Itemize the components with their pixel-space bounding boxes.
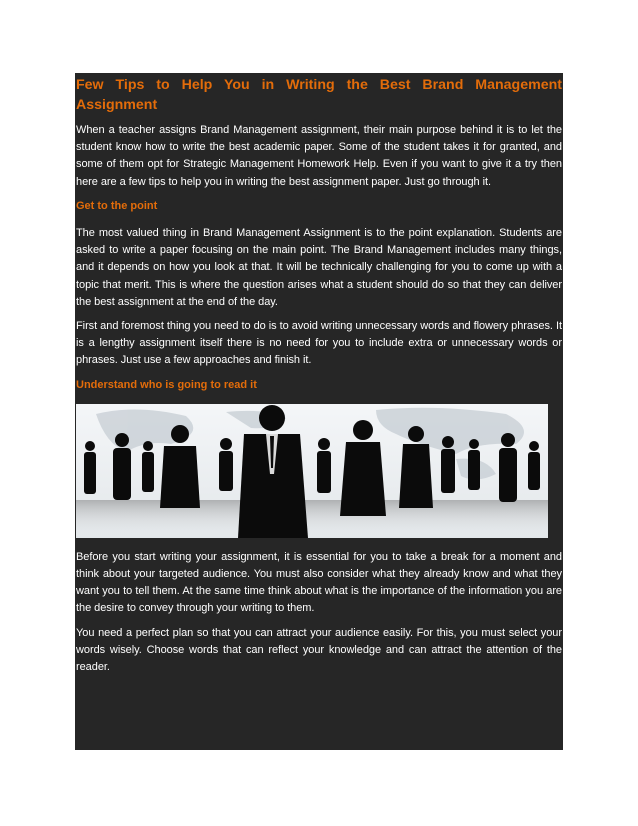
body-paragraph: Before you start writing your assignment, it is essential for you to take a break for a moment and think about your targeted audience. You must also consider what they already know and what they want you to tell them. At the same time think about what is the importance of the information you are the desire to convey through your writing to them. [76,550,562,615]
intro-paragraph: When a teacher assigns Brand Management assignment, their main purpose behind it is to let the student know how to write the best academic paper. Some of the student takes it for granted, and some of them opt for Strategic Management Homework Help. Even if you want to give it a try then here are a few tips to help you in writing the best assignment paper. Just go through it. [76,124,562,188]
body-paragraph: The most valued thing in Brand Management Assignment is to the point explanation. Students are asked to write a paper focusing on the main point. The Brand Management includes many things, and it depends on how you look at that. It will be technically challenging for you to come up with a topic that merit. This is where the question arises what a student should do so that they can deliver the best assignment at the end of the day. [76,227,562,308]
body-paragraph: You need a perfect plan so that you can attract your audience easily. For this, you must select your words wisely. Choose words that can reflect your knowledge and can attract the attention of the reader. [76,626,562,674]
section-heading-get-to-point: Get to the point [76,199,158,212]
article-panel [75,73,563,750]
body-paragraph: First and foremost thing you need to do is to avoid writing unnecessary words and flowery phrases. It is a lengthy assignment itself there is no need for you to include extra or unnecessary words or phrases. Just use a few approaches and finish it. [76,320,562,367]
business-people-silhouettes-image [76,404,548,538]
article-title: Few Tips to Help You in Writing the Best Brand Management Assignment [76,77,562,113]
section-heading-understand-reader: Understand who is going to read it [76,378,257,391]
